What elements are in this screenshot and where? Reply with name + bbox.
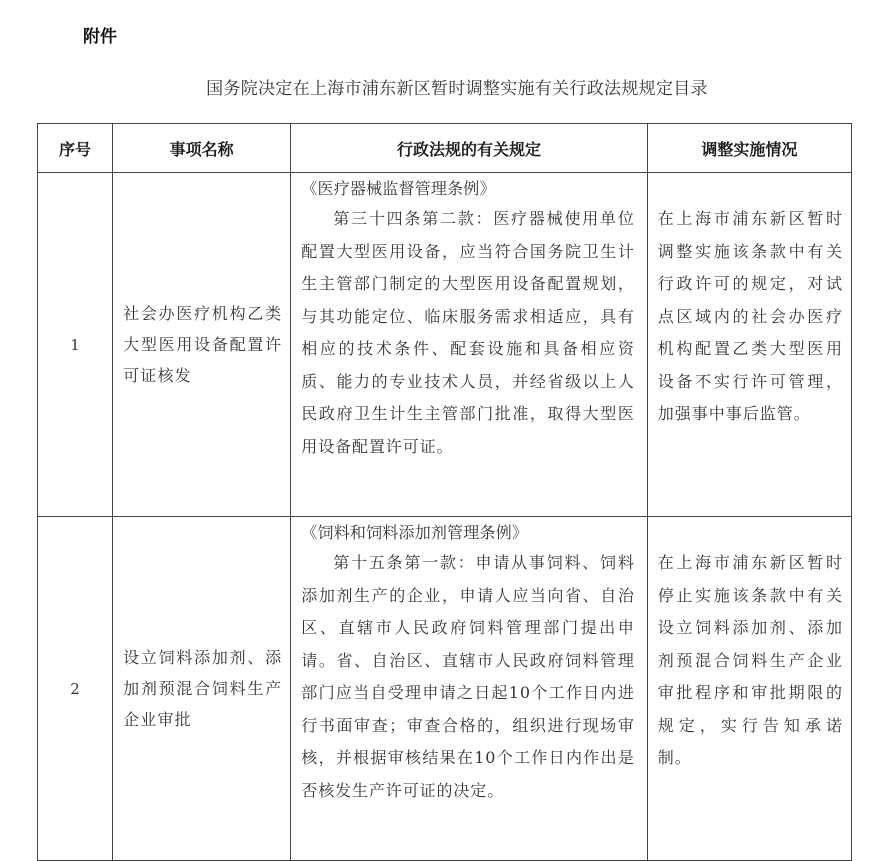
header-adjustment: 调整实施情况 <box>647 124 851 173</box>
adjustment-text: 在上海市浦东新区暂时调整实施该条款中有关行政许可的规定，对试点区域内的社会办医疗机构配置乙类大型医用设备不实行许可管理，加强事中事后监管。 <box>647 173 851 517</box>
regulation-source: 《饲料和饲料添加剂管理条例》 <box>301 523 529 542</box>
header-no: 序号 <box>38 124 113 173</box>
attachment-label: 附件 <box>83 27 117 47</box>
row-number: 1 <box>38 173 113 517</box>
table-row <box>38 517 852 861</box>
item-name: 社会办医疗机构乙类大型医用设备配置许可证核发 <box>113 173 291 517</box>
regulation-text: 第三十四条第二款：医疗器械使用单位配置大型医用设备，应当符合国务院卫生计生主管部门制定的大型医用设备配置规划，与其功能定位、临床服务需求相适应，具有相应的技术条件、配套设施和具备相应资质、能力的专业技术人员，并经省级以上人民政府卫生计生主管部门批准，取得大型医用设备配置许可证。 <box>301 209 635 456</box>
header-regulation: 行政法规的有关规定 <box>291 124 647 173</box>
table-row <box>38 173 852 517</box>
regulation-cell <box>291 173 647 517</box>
regulation-table <box>37 123 852 861</box>
adjustment-text: 在上海市浦东新区暂时停止实施该条款中有关设立饲料添加剂、添加剂预混合饲料生产企业审批程序和审批期限的规定，实行告知承诺制。 <box>647 517 851 861</box>
header-name: 事项名称 <box>113 124 291 173</box>
row-number: 2 <box>38 517 113 861</box>
regulation-text: 第十五条第一款：申请从事饲料、饲料添加剂生产的企业，申请人应当向省、自治区、直辖市人民政府饲料管理部门提出申请。省、自治区、直辖市人民政府饲料管理部门应当自受理申请之日起10个工作日内进行书面审查；审查合格的，组织进行现场审核，并根据审核结果在10个工作日内作出是否核发生产许可证的决定。 <box>301 553 635 800</box>
table-header-row <box>38 124 852 173</box>
document-title: 国务院决定在上海市浦东新区暂时调整实施有关行政法规规定目录 <box>206 79 708 99</box>
regulation-cell <box>291 517 647 861</box>
regulation-source: 《医疗器械监督管理条例》 <box>301 179 496 198</box>
item-name: 设立饲料添加剂、添加剂预混合饲料生产企业审批 <box>113 517 291 861</box>
